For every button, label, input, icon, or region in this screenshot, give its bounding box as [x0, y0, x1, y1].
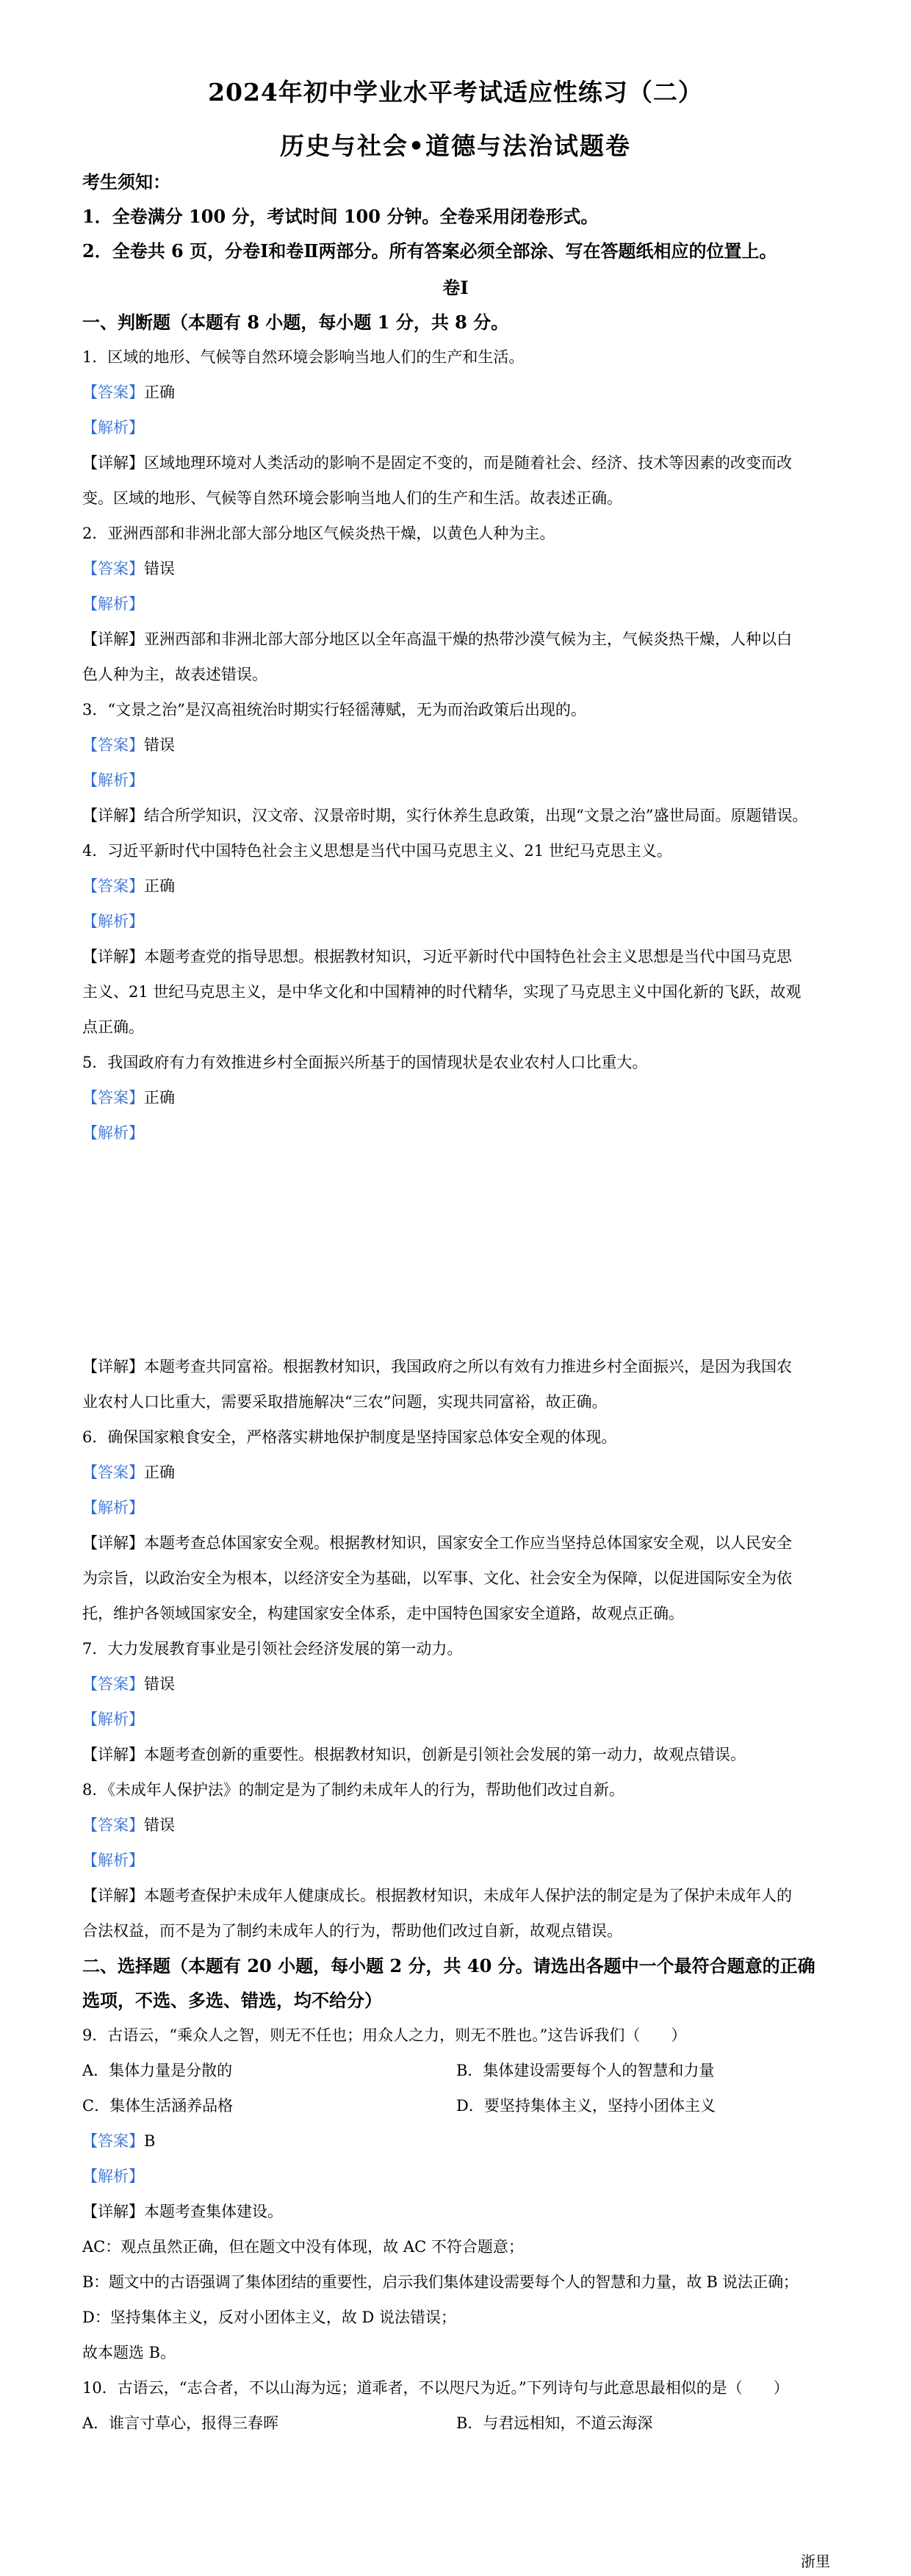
answer-label: 【答案】	[82, 1464, 144, 1481]
detail-text: 本题考查集体建设。	[144, 2203, 283, 2220]
detail-label: 【详解】	[82, 807, 144, 824]
detail-line: 合法权益，而不是为了制约未成年人的行为，帮助他们改过自新，故观点错误。	[82, 1922, 622, 1940]
detail-line: 变。区域的地形、气候等自然环境会影响当地人们的生产和生活。故表述正确。	[82, 489, 622, 507]
detail-label: 【详解】	[82, 454, 144, 472]
option-d: D．要坚持集体主义，坚持小团体主义	[456, 2097, 716, 2115]
question-stem: 1．区域的地形、气候等自然环境会影响当地人们的生产和生活。	[82, 348, 525, 366]
detail-label: 【详解】	[82, 1358, 144, 1375]
analysis-label: 【解析】	[82, 595, 144, 613]
section-heading: 二、选择题（本题有 20 小题，每小题 2 分，共 40 分。请选出各题中一个最符合题意的正确	[82, 1955, 815, 1976]
answer-line	[82, 1087, 839, 1108]
detail-label: 【详解】	[82, 1746, 144, 1763]
detail-line	[82, 2201, 839, 2222]
page-footer: 浙里	[801, 2552, 830, 2570]
answer-line	[82, 2131, 839, 2151]
answer-line	[82, 735, 839, 755]
answer-value: 正确	[144, 877, 175, 895]
answer-label: 【答案】	[82, 1816, 144, 1834]
option-a: A．集体力量是分散的	[82, 2062, 233, 2079]
detail-label: 【详解】	[82, 630, 144, 648]
answer-value: 错误	[144, 1816, 175, 1834]
answer-label: 【答案】	[82, 384, 144, 401]
detail-text: 本题考查保护未成年人健康成长。根据教材知识，未成年人保护法的制定是为了保护未成年人的	[144, 1887, 792, 1904]
analysis-label: 【解析】	[82, 1852, 144, 1869]
question-stem: 2．亚洲西部和非洲北部大部分地区气候炎热干燥，以黄色人种为主。	[82, 525, 555, 542]
detail-line: D：坚持集体主义，反对小团体主义，故 D 说法错误；	[82, 2309, 457, 2326]
option-a: A．谁言寸草心，报得三春晖	[82, 2414, 279, 2432]
detail-text: 结合所学知识，汉文帝、汉景帝时期，实行休养生息政策，出现“文景之治”盛世局面。原题错误。	[144, 807, 808, 824]
detail-line	[82, 1744, 839, 1765]
analysis-label: 【解析】	[82, 2167, 144, 2185]
detail-line: 托，维护各领域国家安全，构建国家安全体系，走中国特色国家安全道路，故观点正确。	[82, 1605, 684, 1622]
question-stem: 4．习近平新时代中国特色社会主义思想是当代中国马克思主义、21 世纪马克思主义。	[82, 842, 672, 860]
answer-value: 错误	[144, 560, 175, 578]
detail-label: 【详解】	[82, 948, 144, 965]
section-heading: 一、判断题（本题有 8 小题，每小题 1 分，共 8 分。	[82, 312, 509, 333]
detail-line	[82, 805, 839, 826]
detail-line: 业农村人口比重大，需要采取措施解决“三农”问题，实现共同富裕，故正确。	[82, 1393, 608, 1411]
answer-value: 错误	[144, 1675, 175, 1693]
detail-text: 亚洲西部和非洲北部大部分地区以全年高温干燥的热带沙漠气候为主，气候炎热干燥，人种以白	[144, 630, 792, 648]
page-subtitle: 历史与社会•道德与法治试题卷	[279, 132, 632, 160]
answer-line	[82, 1674, 839, 1694]
detail-text: 本题考查共同富裕。根据教材知识，我国政府之所以有效有力推进乡村全面振兴，是因为我国农	[144, 1358, 792, 1375]
analysis-label: 【解析】	[82, 419, 144, 436]
question-stem: 3．“文景之治”是汉高祖统治时期实行轻徭薄赋，无为而治政策后出现的。	[82, 701, 586, 719]
answer-line	[82, 1462, 839, 1483]
answer-label: 【答案】	[82, 1089, 144, 1107]
answer-label: 【答案】	[82, 877, 144, 895]
detail-line: B：题文中的古语强调了集体团结的重要性，启示我们集体建设需要每个人的智慧和力量，故 B 说法正确；	[82, 2273, 799, 2291]
detail-text: 本题考查创新的重要性。根据教材知识，创新是引领社会发展的第一动力，故观点错误。	[144, 1746, 746, 1763]
detail-label: 【详解】	[82, 1534, 144, 1552]
answer-line	[82, 558, 839, 579]
answer-line	[82, 1815, 839, 1835]
detail-line: 点正确。	[82, 1018, 144, 1036]
analysis-label: 【解析】	[82, 1499, 144, 1517]
answer-line	[82, 876, 839, 896]
notice-heading: 考生须知：	[82, 171, 170, 193]
notice-item: 1．全卷满分 100 分，考试时间 100 分钟。全卷采用闭卷形式。	[82, 206, 599, 227]
detail-line: 为宗旨，以政治安全为根本，以经济安全为基础，以军事、文化、社会安全为保障，以促进国际安全为依	[82, 1569, 792, 1587]
option-c: C．集体生活涵养品格	[82, 2097, 234, 2115]
detail-text: 本题考查党的指导思想。根据教材知识，习近平新时代中国特色社会主义思想是当代中国马克思	[144, 948, 792, 965]
analysis-label: 【解析】	[82, 913, 144, 930]
page-title: 2024年初中学业水平考试适应性练习（二）	[208, 78, 703, 107]
detail-line: 色人种为主，故表述错误。	[82, 666, 267, 683]
detail-line: AC：观点虽然正确，但在题文中没有体现，故 AC 不符合题意；	[82, 2238, 524, 2256]
answer-label: 【答案】	[82, 560, 144, 578]
detail-label: 【详解】	[82, 2203, 144, 2220]
answer-value: 正确	[144, 384, 175, 401]
detail-line	[82, 453, 839, 473]
analysis-label: 【解析】	[82, 1124, 144, 1142]
section-heading: 选项，不选、多选、错选，均不给分）	[82, 1990, 382, 2011]
answer-label: 【答案】	[82, 2132, 144, 2150]
question-stem: 9．古语云，“乘众人之智，则无不任也；用众人之力，则无不胜也。”这告诉我们（ ）	[82, 2026, 687, 2044]
question-stem: 5．我国政府有力有效推进乡村全面振兴所基于的国情现状是农业农村人口比重大。	[82, 1054, 648, 1071]
question-stem: 6．确保国家粮食安全，严格落实耕地保护制度是坚持国家总体安全观的体现。	[82, 1428, 617, 1446]
detail-line: 故本题选 B。	[82, 2344, 176, 2361]
detail-text: 区域地理环境对人类活动的影响不是固定不变的，而是随着社会、经济、技术等因素的改变而改	[144, 454, 792, 472]
detail-line	[82, 1885, 839, 1906]
detail-line	[82, 629, 839, 650]
analysis-label: 【解析】	[82, 1710, 144, 1728]
detail-text: 本题考查总体国家安全观。根据教材知识，国家安全工作应当坚持总体国家安全观，以人民安全	[144, 1534, 792, 1552]
detail-line	[82, 1533, 839, 1553]
question-stem: 8．《未成年人保护法》的制定是为了制约未成年人的行为，帮助他们改过自新。	[82, 1781, 624, 1799]
detail-label: 【详解】	[82, 1887, 144, 1904]
answer-value: 正确	[144, 1464, 175, 1481]
answer-value: B	[144, 2132, 156, 2150]
answer-value: 正确	[144, 1089, 175, 1107]
detail-line	[82, 946, 839, 967]
analysis-label: 【解析】	[82, 771, 144, 789]
answer-label: 【答案】	[82, 1675, 144, 1693]
answer-line	[82, 382, 839, 403]
option-b: B．与君远相知，不道云海深	[456, 2414, 653, 2432]
volume-heading: 卷Ⅰ	[442, 277, 469, 298]
answer-value: 错误	[144, 736, 175, 754]
notice-item: 2．全卷共 6 页，分卷Ⅰ和卷Ⅱ两部分。所有答案必须全部涂、写在答题纸相应的位置上。	[82, 240, 777, 262]
question-stem: 7．大力发展教育事业是引领社会经济发展的第一动力。	[82, 1640, 463, 1658]
answer-label: 【答案】	[82, 736, 144, 754]
detail-line	[82, 1356, 839, 1377]
detail-line: 主义、21 世纪马克思主义，是中华文化和中国精神的时代精华，实现了马克思主义中国化新的飞跃，故观	[82, 983, 802, 1001]
option-b: B．集体建设需要每个人的智慧和力量	[456, 2062, 715, 2079]
question-stem: 10．古语云，“志合者，不以山海为远；道乖者，不以咫尺为近。”下列诗句与此意思最相似的是（ ）	[82, 2379, 789, 2397]
